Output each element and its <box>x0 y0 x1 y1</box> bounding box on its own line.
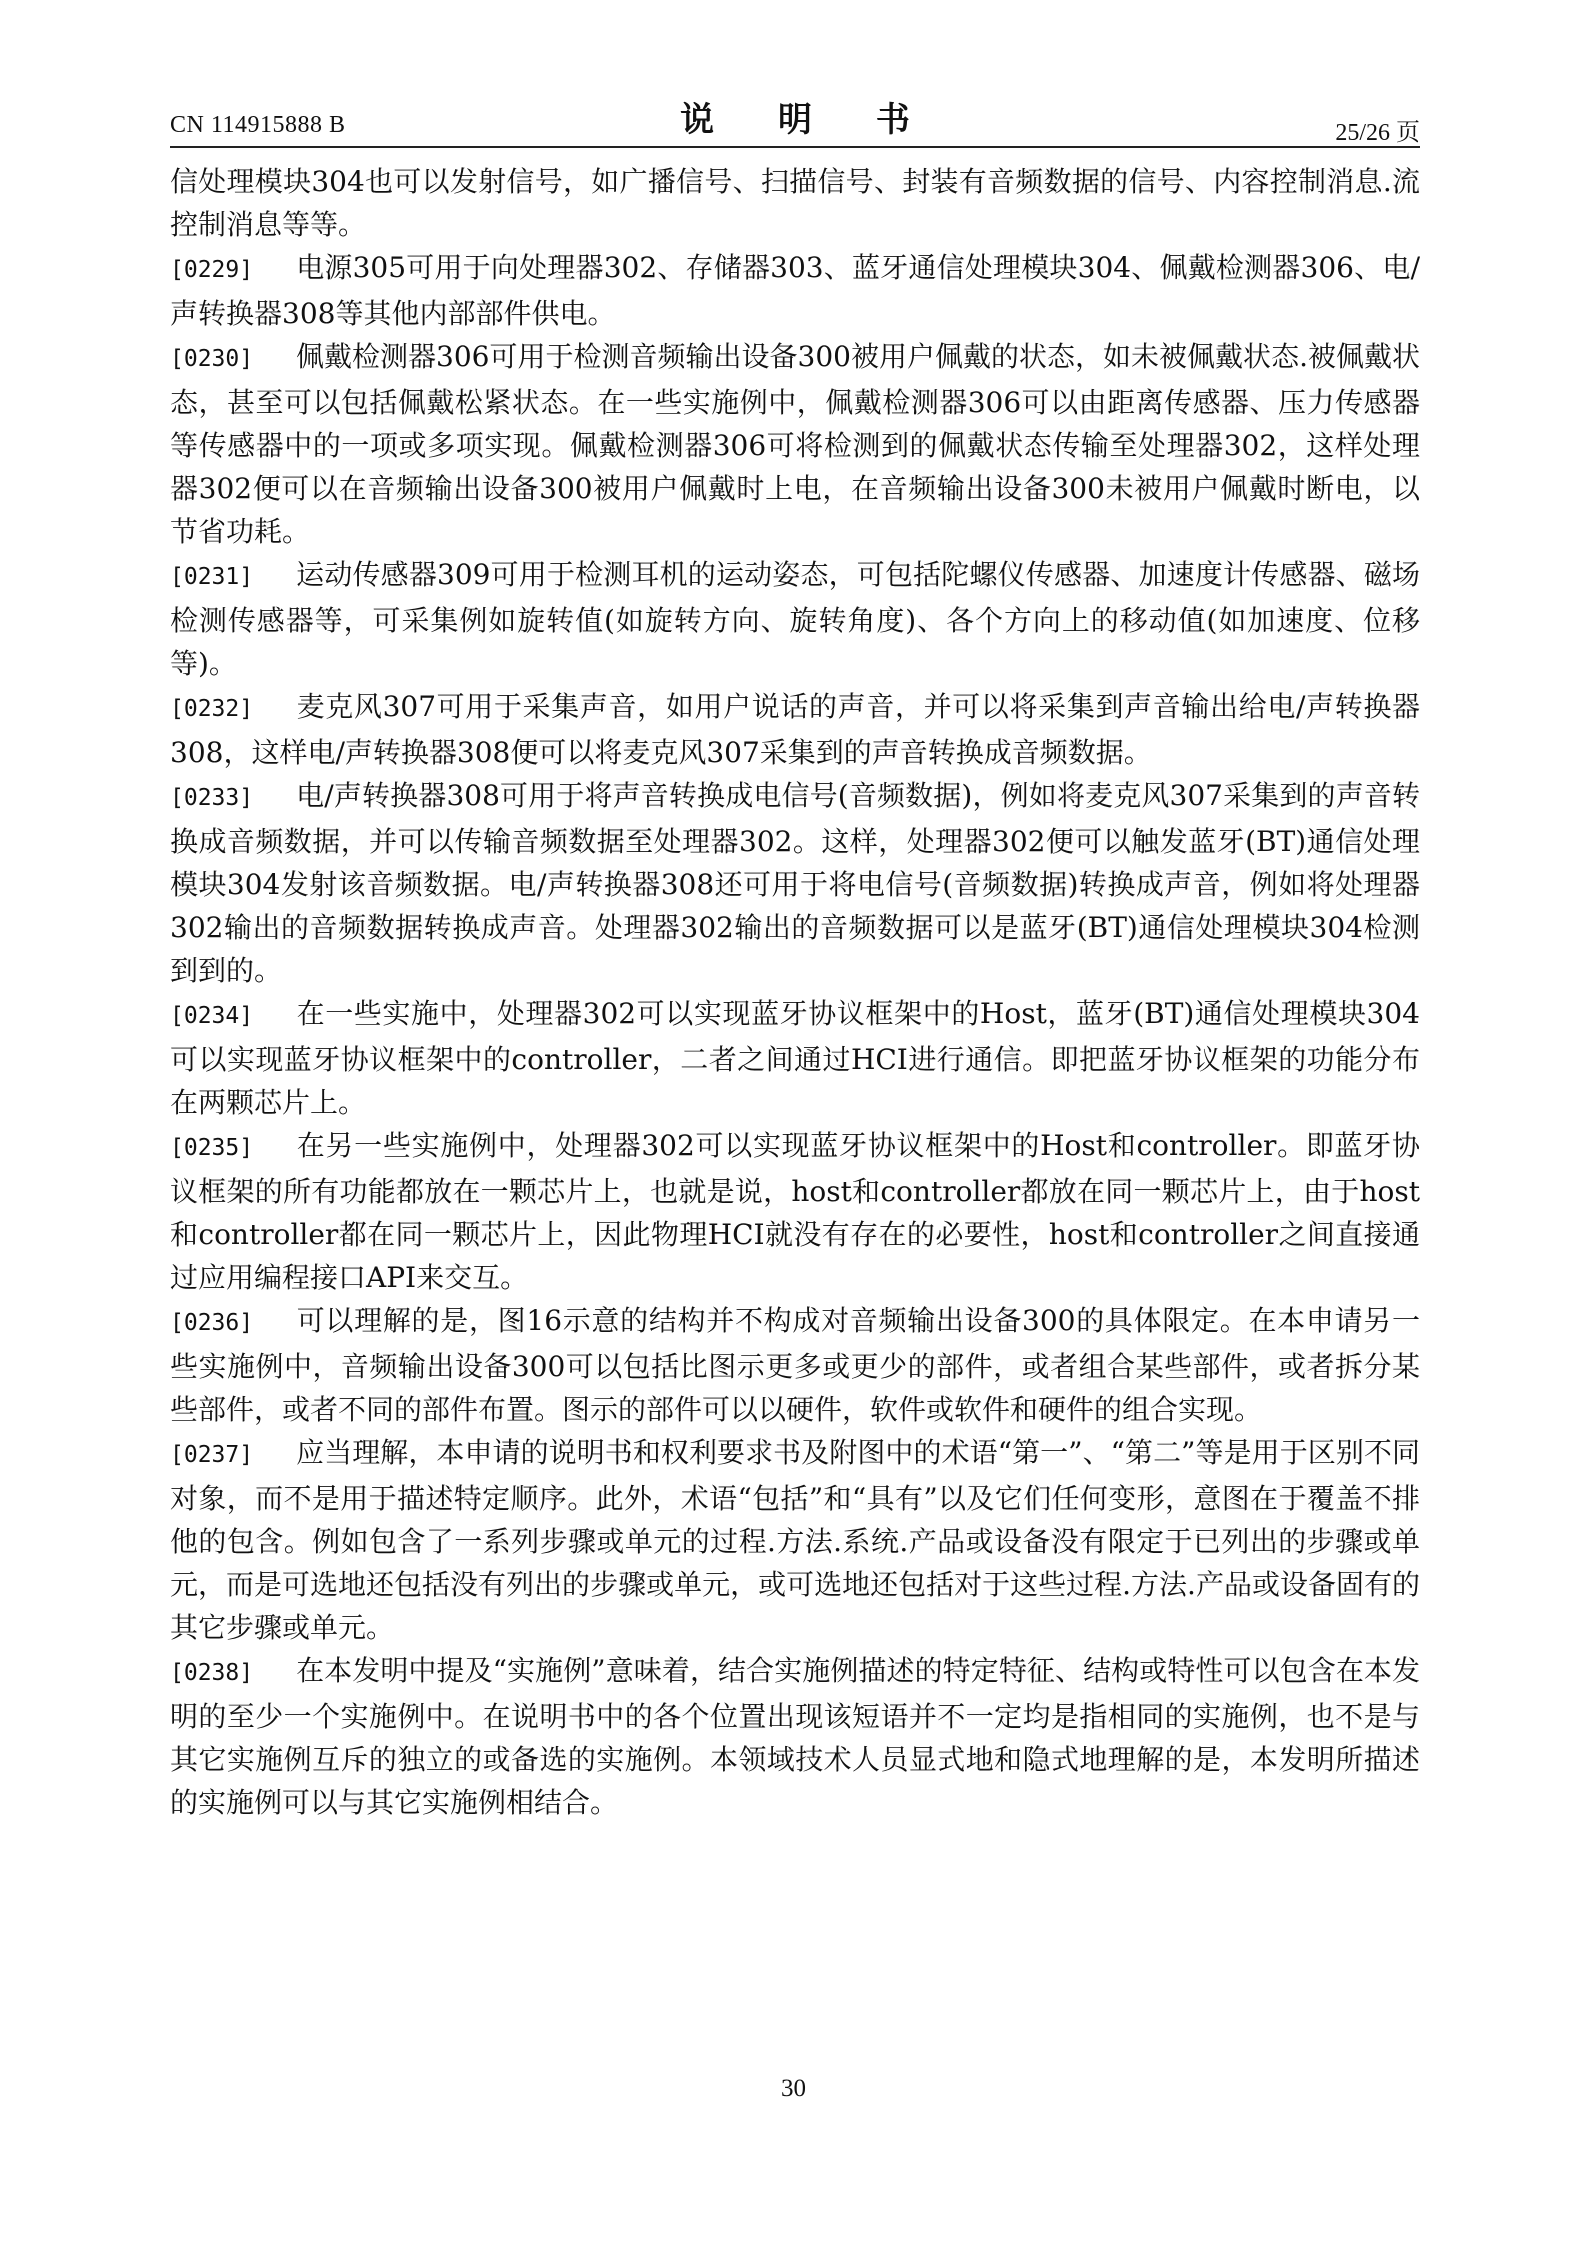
paragraph-number: [0229] <box>170 257 254 283</box>
paragraph-text: 应当理解，本申请的说明书和权利要求书及附图中的术语“第一”、“第二”等是用于区别不同对象，而不是用于描述特定顺序。此外，术语“包括”和“具有”以及它们任何变形，意图在于覆盖不排他的包含。例如包含了一系列步骤或单元的过程.方法.系统.产品或设备没有限定于已列出的步骤或单元，而是可选地还包括没有列出的步骤或单元，或可选地还包括对于这些过程.方法.产品或设备固有的其它步骤或单元。 <box>170 1436 1420 1644</box>
paragraph-number: [0236] <box>170 1310 254 1336</box>
paragraph-0232 <box>170 685 1420 774</box>
continuation-paragraph: 信处理模块304也可以发射信号，如广播信号、扫描信号、封装有音频数据的信号、内容控制消息.流控制消息等等。 <box>170 165 1420 241</box>
paragraph-text: 可以理解的是，图16示意的结构并不构成对音频输出设备300的具体限定。在本申请另一些实施例中，音频输出设备300可以包括比图示更多或更少的部件，或者组合某些部件，或者拆分某些部件，或者不同的部件布置。图示的部件可以以硬件，软件或软件和硬件的组合实现。 <box>170 1304 1420 1426</box>
document-title: 说 明 书 <box>680 100 936 140</box>
document-body <box>170 160 1420 1824</box>
paragraph-text: 佩戴检测器306可用于检测音频输出设备300被用户佩戴的状态，如未被佩戴状态.被佩戴状态，甚至可以包括佩戴松紧状态。在一些实施例中，佩戴检测器306可以由距离传感器、压力传感器等传感器中的一项或多项实现。佩戴检测器306可将检测到的佩戴状态传输至处理器302，这样处理器302便可以在音频输出设备300被用户佩戴时上电，在音频输出设备300未被用户佩戴时断电，以节省功耗。 <box>170 340 1420 548</box>
paragraph-number: [0238] <box>170 1660 254 1686</box>
page-number: 30 <box>781 2075 806 2102</box>
paragraph-number: [0232] <box>170 696 254 722</box>
paragraph-text: 麦克风307可用于采集声音，如用户说话的声音，并可以将采集到声音输出给电/声转换器308，这样电/声转换器308便可以将麦克风307采集到的声音转换成音频数据。 <box>170 690 1420 769</box>
paragraph-0230 <box>170 335 1420 553</box>
paragraph-text: 电/声转换器308可用于将声音转换成电信号(音频数据)，例如将麦克风307采集到的声音转换成音频数据，并可以传输音频数据至处理器302。这样，处理器302便可以触发蓝牙(BT)通信处理模块304发射该音频数据。电/声转换器308还可用于将电信号(音频数据)转换成声音，例如将处理器302输出的音频数据转换成声音。处理器302输出的音频数据可以是蓝牙(BT)通信处理模块304检测到到的。 <box>170 779 1420 987</box>
paragraph-text: 在另一些实施例中，处理器302可以实现蓝牙协议框架中的Host和controller。即蓝牙协议框架的所有功能都放在一颗芯片上，也就是说，host和controller都放在同一颗芯片上，由于host和controller都在同一颗芯片上，因此物理HCI就没有存在的必要性，host和controller之间直接通过应用编程接口API来交互。 <box>170 1129 1420 1294</box>
publication-number: CN 114915888 B <box>170 112 346 138</box>
paragraph-number: [0233] <box>170 785 254 811</box>
paragraph-0236 <box>170 1299 1420 1431</box>
paragraph-0238 <box>170 1649 1420 1824</box>
paragraph-number: [0237] <box>170 1442 254 1468</box>
page-header <box>170 90 1420 146</box>
paragraph-0235 <box>170 1124 1420 1299</box>
paragraph-0237 <box>170 1431 1420 1649</box>
paragraph-text: 在本发明中提及“实施例”意味着，结合实施例描述的特定特征、结构或特性可以包含在本发明的至少一个实施例中。在说明书中的各个位置出现该短语并不一定均是指相同的实施例，也不是与其它实施例互斥的独立的或备选的实施例。本领域技术人员显式地和隐式地理解的是，本发明所描述的实施例可以与其它实施例相结合。 <box>170 1654 1420 1819</box>
paragraph-0234 <box>170 992 1420 1124</box>
paragraph-text: 运动传感器309可用于检测耳机的运动姿态，可包括陀螺仪传感器、加速度计传感器、磁场检测传感器等，可采集例如旋转值(如旋转方向、旋转角度)、各个方向上的移动值(如加速度、位移等)。 <box>170 558 1420 680</box>
paragraph-number: [0234] <box>170 1003 254 1029</box>
paragraph-0231 <box>170 553 1420 685</box>
paragraph-text: 电源305可用于向处理器302、存储器303、蓝牙通信处理模块304、佩戴检测器306、电/声转换器308等其他内部部件供电。 <box>170 251 1420 330</box>
paragraph-0229 <box>170 246 1420 335</box>
paragraph-text: 在一些实施中，处理器302可以实现蓝牙协议框架中的Host，蓝牙(BT)通信处理模块304可以实现蓝牙协议框架中的controller，二者之间通过HCI进行通信。即把蓝牙协议框架的功能分布在两颗芯片上。 <box>170 997 1420 1119</box>
paragraph-0233 <box>170 774 1420 992</box>
page-reference: 25/26 页 <box>1335 120 1420 146</box>
paragraph-number: [0230] <box>170 346 254 372</box>
paragraph-number: [0231] <box>170 564 254 590</box>
paragraph-number: [0235] <box>170 1135 254 1161</box>
header-rule <box>170 146 1420 148</box>
